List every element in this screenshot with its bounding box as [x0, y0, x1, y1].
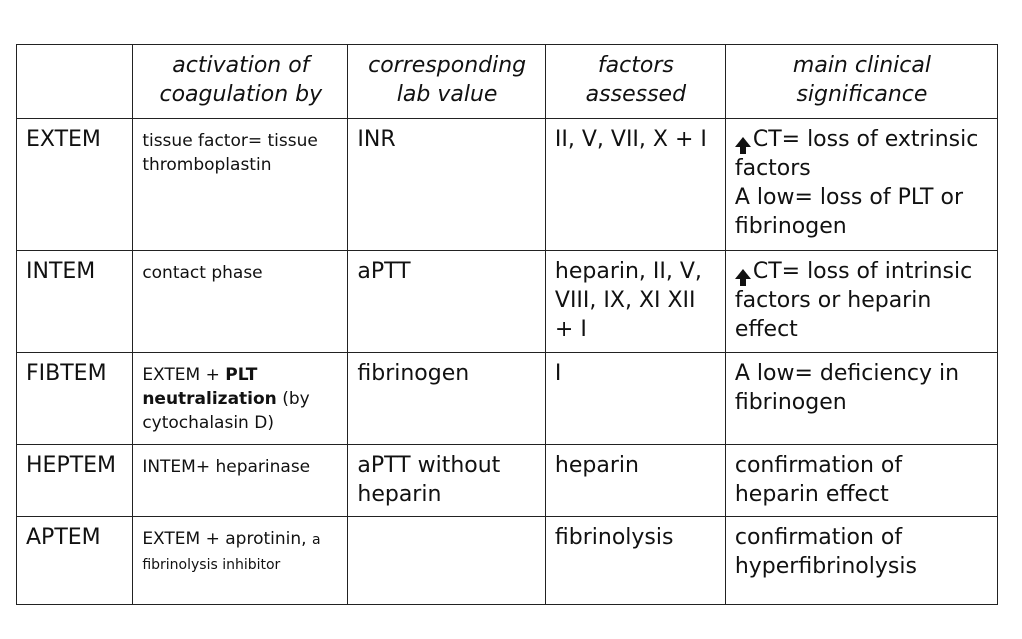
- significance-cell: [725, 251, 997, 353]
- activation-text: (by cytochalasin D): [142, 389, 310, 433]
- significance-line: CT= loss of intrinsic factors or heparin effect: [734, 259, 973, 342]
- lab-value-cell: [348, 517, 546, 605]
- table-row: [17, 517, 998, 605]
- activation-text: EXTEM + aprotinin,: [142, 529, 307, 549]
- activation-cell: [133, 517, 348, 605]
- table-row: [17, 251, 998, 353]
- rotem-tests-table: [16, 44, 998, 605]
- header-significance: main clinical significance: [725, 45, 997, 119]
- test-name: EXTEM: [17, 119, 133, 251]
- test-name: APTEM: [17, 517, 133, 605]
- significance-line: A low= loss of PLT or fibrinogen: [734, 185, 963, 239]
- header-empty: [17, 45, 133, 119]
- lab-value-cell: INR: [348, 119, 546, 251]
- test-name: FIBTEM: [17, 353, 133, 445]
- activation-bold-text: PLT neutralization: [142, 365, 277, 409]
- table-row: [17, 353, 998, 445]
- activation-cell: contact phase: [133, 251, 348, 353]
- significance-cell: A low= deficiency in fibrinogen: [725, 353, 997, 445]
- up-arrow-icon: [735, 269, 751, 279]
- header-factors: factors assessed: [545, 45, 725, 119]
- factors-cell: II, V, VII, X + I: [545, 119, 725, 251]
- activation-text: EXTEM +: [142, 365, 226, 385]
- header-lab-value: corresponding lab value: [348, 45, 546, 119]
- activation-small-text: a fibrinolysis inhibitor: [142, 532, 321, 573]
- header-activation: activation of coagulation by: [133, 45, 348, 119]
- table-header-row: [17, 45, 998, 119]
- factors-cell: heparin, II, V, VIII, IX, XI XII + I: [545, 251, 725, 353]
- significance-cell: [725, 119, 997, 251]
- test-name: INTEM: [17, 251, 133, 353]
- table-row: [17, 119, 998, 251]
- factors-cell: heparin: [545, 445, 725, 517]
- significance-line: CT= loss of extrinsic factors: [734, 127, 979, 181]
- lab-value-cell: aPTT: [348, 251, 546, 353]
- up-arrow-icon: [735, 137, 751, 147]
- lab-value-cell: aPTT without heparin: [348, 445, 546, 517]
- significance-cell: confirmation of hyperfibrinolysis: [725, 517, 997, 605]
- activation-cell: tissue factor= tissue thromboplastin: [133, 119, 348, 251]
- factors-cell: fibrinolysis: [545, 517, 725, 605]
- test-name: HEPTEM: [17, 445, 133, 517]
- significance-cell: confirmation of heparin effect: [725, 445, 997, 517]
- factors-cell: I: [545, 353, 725, 445]
- activation-cell: INTEM+ heparinase: [133, 445, 348, 517]
- activation-cell: [133, 353, 348, 445]
- table-row: [17, 445, 998, 517]
- lab-value-cell: fibrinogen: [348, 353, 546, 445]
